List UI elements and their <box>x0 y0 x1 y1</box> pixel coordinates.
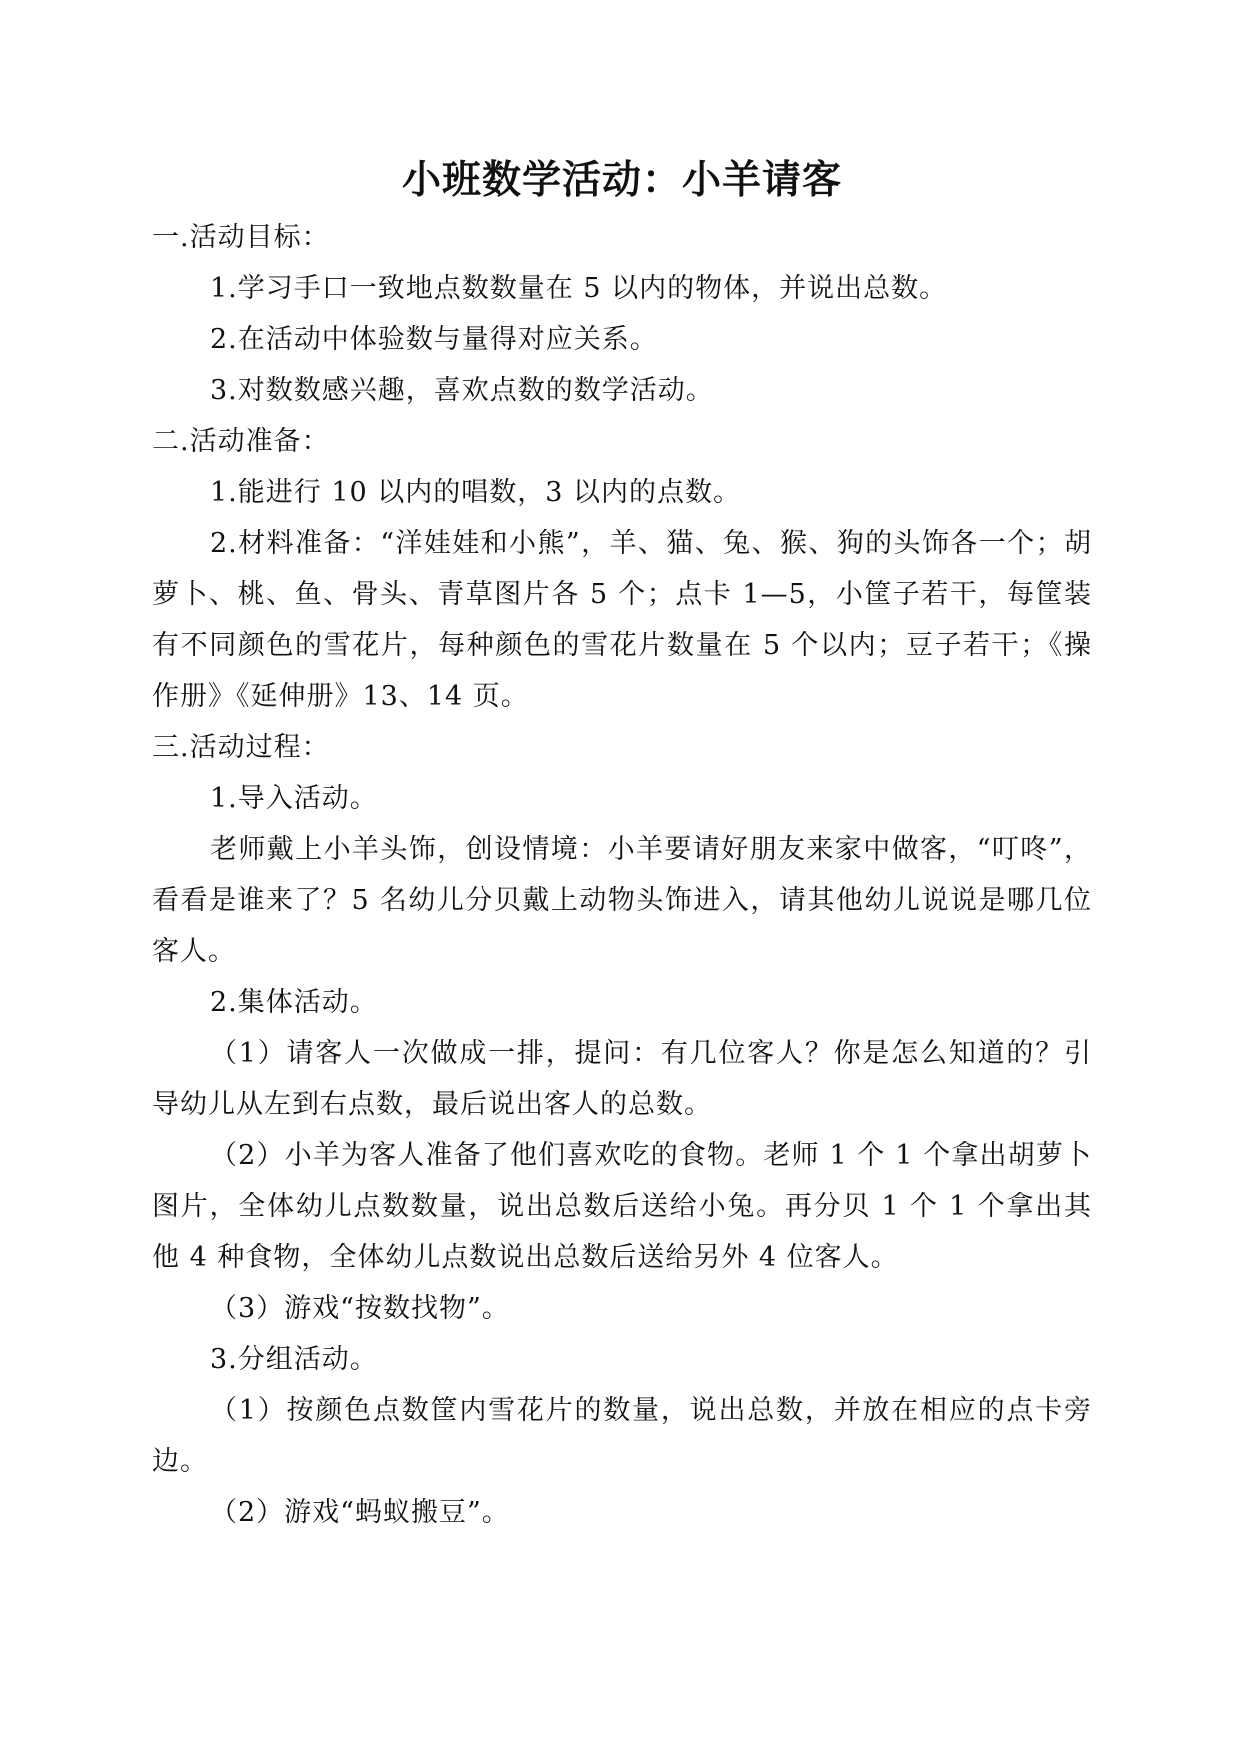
process-group-item-2: （2）小羊为客人准备了他们喜欢吃的食物。老师 1 个 1 个拿出胡萝卜图片，全体幼儿点数数量，说出总数后送给小兔。再分贝 1 个 1 个拿出其他 4 种食物，全体幼儿点数说出总数后送给另外 4 位客人。 <box>152 1140 1092 1273</box>
process-paragraph-intro: 老师戴上小羊头饰，创设情境：小羊要请好朋友来家中做客，“叮咚”，看看是谁来了？5 名幼儿分贝戴上动物头饰进入，请其他幼儿说说是哪几位客人。 <box>152 834 1092 967</box>
goal-item-3: 3.对数数感兴趣，喜欢点数的数学活动。 <box>210 375 714 406</box>
goal-item-2: 2.在活动中体验数与量得对应关系。 <box>210 324 658 355</box>
section-heading-preparation: 二.活动准备： <box>152 426 330 457</box>
preparation-item-2: 2.材料准备：“洋娃娃和小熊”，羊、猫、兔、猴、狗的头饰各一个；胡萝卜、桃、鱼、骨头、青草图片各 5 个；点卡 1—5，小筐子若干，每筐装有不同颜色的雪花片，每种颜色的雪花片数量在 5 个以内；豆子若干；《操作册》《延伸册》13、14 页。 <box>152 528 1092 712</box>
section-heading-goals: 一.活动目标： <box>152 222 330 253</box>
preparation-item-1: 1.能进行 10 以内的唱数，3 以内的点数。 <box>210 477 742 508</box>
process-small-group-item-2: （2）游戏“蚂蚁搬豆”。 <box>210 1497 510 1528</box>
process-step-group: 2.集体活动。 <box>210 987 378 1018</box>
goal-item-1: 1.学习手口一致地点数数量在 5 以内的物体，并说出总数。 <box>210 273 948 304</box>
section-heading-process: 三.活动过程： <box>152 732 330 763</box>
process-step-small-group: 3.分组活动。 <box>210 1344 378 1375</box>
document-title: 小班数学活动：小羊请客 <box>401 157 842 203</box>
process-group-item-3: （3）游戏“按数找物”。 <box>210 1293 510 1324</box>
process-step-intro: 1.导入活动。 <box>210 783 378 814</box>
process-small-group-item-1: （1）按颜色点数筐内雪花片的数量，说出总数，并放在相应的点卡旁边。 <box>152 1395 1092 1477</box>
document-page <box>152 150 1092 1538</box>
process-group-item-1: （1）请客人一次做成一排，提问：有几位客人？你是怎么知道的？引导幼儿从左到右点数，最后说出客人的总数。 <box>152 1038 1092 1120</box>
